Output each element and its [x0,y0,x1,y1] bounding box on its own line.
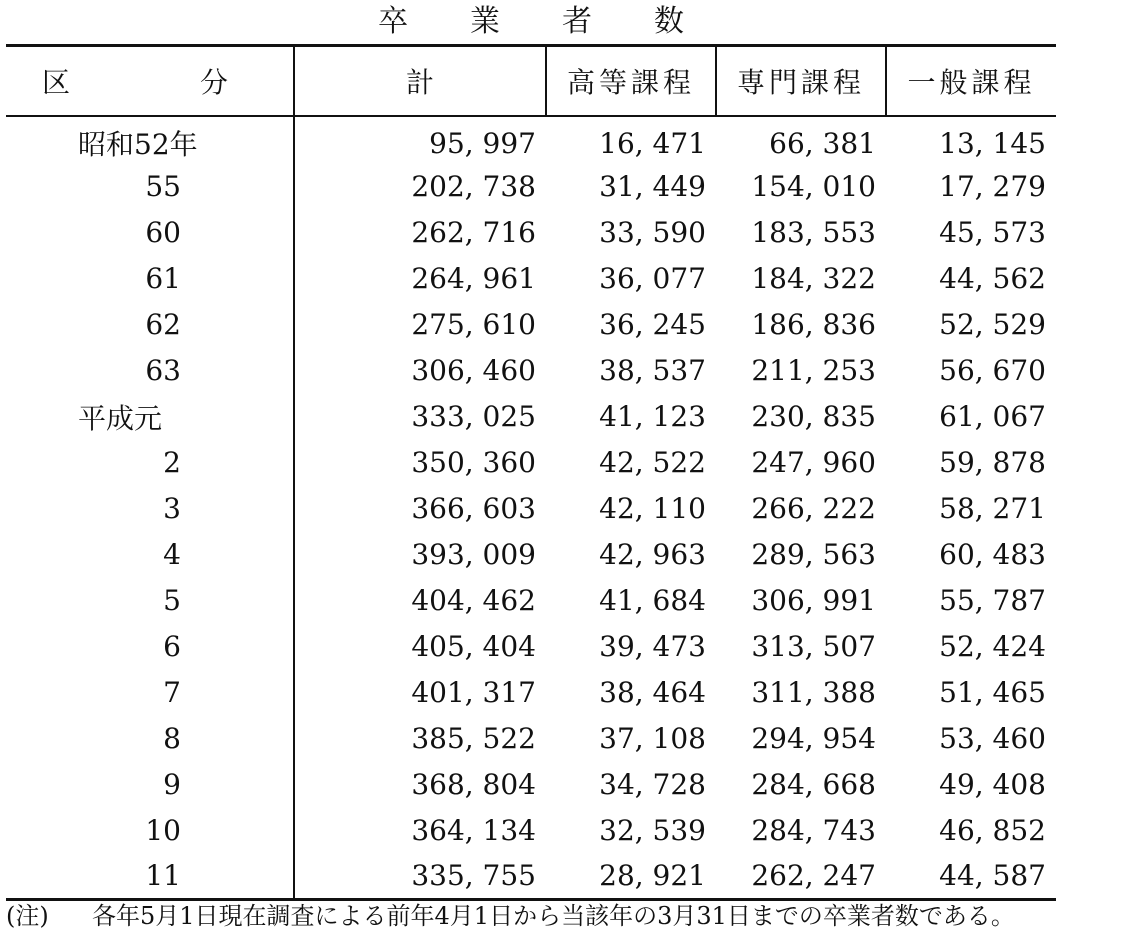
cell-high: 36, 077 [599,262,706,295]
row-label: 平成元 [6,394,294,440]
table-row [6,256,1056,302]
table-row [6,440,1056,486]
header-row [6,46,1056,116]
row-label: 60 [6,210,294,256]
cell-general: 52, 529 [939,308,1046,341]
cell-general: 49, 408 [939,768,1046,801]
table-row [6,670,1056,716]
table-row [6,578,1056,624]
cell-total: 405, 404 [411,630,536,663]
cell-general: 56, 670 [939,354,1046,387]
header-total: 計 [294,46,546,116]
cell-high: 16, 471 [599,126,706,160]
cell-total: 393, 009 [411,538,536,571]
cell-total: 364, 134 [411,814,536,847]
table-row [6,762,1056,808]
cell-total: 264, 961 [411,262,536,295]
cell-total: 401, 317 [411,676,536,709]
row-label: 55 [6,164,294,210]
cell-general: 46, 852 [939,814,1046,847]
cell-specialized: 266, 222 [751,492,876,525]
cell-specialized: 66, 381 [769,126,876,160]
cell-specialized: 184, 322 [751,262,876,295]
cell-high: 37, 108 [599,722,706,755]
table-row [6,302,1056,348]
table-title: 卒業者数 [378,4,746,39]
row-label: 61 [6,256,294,302]
cell-specialized: 262, 247 [716,854,886,900]
cell-general: 59, 878 [939,446,1046,479]
cell-high: 41, 123 [599,400,706,433]
cell-specialized: 306, 991 [751,584,876,617]
cell-specialized: 284, 743 [751,814,876,847]
cell-general: 53, 460 [939,722,1046,755]
cell-specialized: 311, 388 [751,676,876,709]
row-label: 昭和52年 [6,116,294,164]
row-label: 4 [6,532,294,578]
cell-total: 95, 997 [429,126,536,160]
header-high: 高等課程 [546,46,716,116]
cell-total: 306, 460 [411,354,536,387]
table-row [6,348,1056,394]
cell-high: 38, 537 [599,354,706,387]
cell-total: 335, 755 [294,854,546,900]
cell-general: 45, 573 [939,216,1046,249]
cell-high: 38, 464 [599,676,706,709]
row-label: 3 [6,486,294,532]
header-category [6,46,294,116]
cell-specialized: 289, 563 [751,538,876,571]
cell-total: 385, 522 [411,722,536,755]
cell-high: 28, 921 [546,854,716,900]
cell-total: 333, 025 [411,400,536,433]
table-row [6,210,1056,256]
cell-specialized: 230, 835 [751,400,876,433]
row-label: 7 [6,670,294,716]
table-row [6,854,1056,900]
cell-specialized: 313, 507 [751,630,876,663]
cell-specialized: 294, 954 [751,722,876,755]
cell-general: 55, 787 [939,584,1046,617]
cell-general: 17, 279 [939,170,1046,203]
cell-high: 33, 590 [599,216,706,249]
cell-general: 44, 587 [886,854,1056,900]
cell-specialized: 211, 253 [751,354,876,387]
cell-high: 41, 684 [599,584,706,617]
row-label: 9 [6,762,294,808]
row-label: 63 [6,348,294,394]
table-row [6,116,1056,164]
footnote-text: 各年5月1日現在調査による前年4月1日から当該年の3月31日までの卒業者数である。 [92,902,1015,930]
cell-total: 262, 716 [411,216,536,249]
cell-specialized: 183, 553 [751,216,876,249]
cell-specialized: 284, 668 [751,768,876,801]
cell-total: 404, 462 [411,584,536,617]
cell-high: 31, 449 [599,170,706,203]
row-label: 8 [6,716,294,762]
cell-high: 42, 522 [599,446,706,479]
table-row [6,716,1056,762]
table-row [6,624,1056,670]
table-row [6,486,1056,532]
cell-general: 51, 465 [939,676,1046,709]
table-body [6,116,1056,900]
cell-specialized: 186, 836 [751,308,876,341]
cell-high: 42, 963 [599,538,706,571]
header-general: 一般課程 [886,46,1056,116]
row-label: 62 [6,302,294,348]
footnote-mark: (注) [6,902,49,930]
row-label: 2 [6,440,294,486]
table-row [6,394,1056,440]
cell-total: 202, 738 [411,170,536,203]
cell-general: 13, 145 [939,126,1046,160]
table-row [6,808,1056,854]
cell-general: 61, 067 [939,400,1046,433]
cell-general: 44, 562 [939,262,1046,295]
cell-specialized: 247, 960 [751,446,876,479]
header-specialized: 専門課程 [716,46,886,116]
cell-specialized: 154, 010 [751,170,876,203]
cell-high: 42, 110 [599,492,706,525]
cell-total: 368, 804 [411,768,536,801]
cell-high: 32, 539 [599,814,706,847]
graduates-table [6,44,1056,901]
cell-general: 52, 424 [939,630,1046,663]
table-row [6,532,1056,578]
cell-high: 39, 473 [599,630,706,663]
cell-total: 275, 610 [411,308,536,341]
cell-total: 350, 360 [411,446,536,479]
header-category-left: 区 [42,65,71,99]
cell-high: 34, 728 [599,768,706,801]
row-label: 10 [6,808,294,854]
cell-total: 366, 603 [411,492,536,525]
footnote [6,896,1128,936]
cell-high: 36, 245 [599,308,706,341]
cell-general: 60, 483 [939,538,1046,571]
row-label: 5 [6,578,294,624]
table-row [6,164,1056,210]
row-label: 6 [6,624,294,670]
cell-general: 58, 271 [939,492,1046,525]
header-category-right: 分 [200,65,229,99]
row-label: 11 [6,854,294,900]
